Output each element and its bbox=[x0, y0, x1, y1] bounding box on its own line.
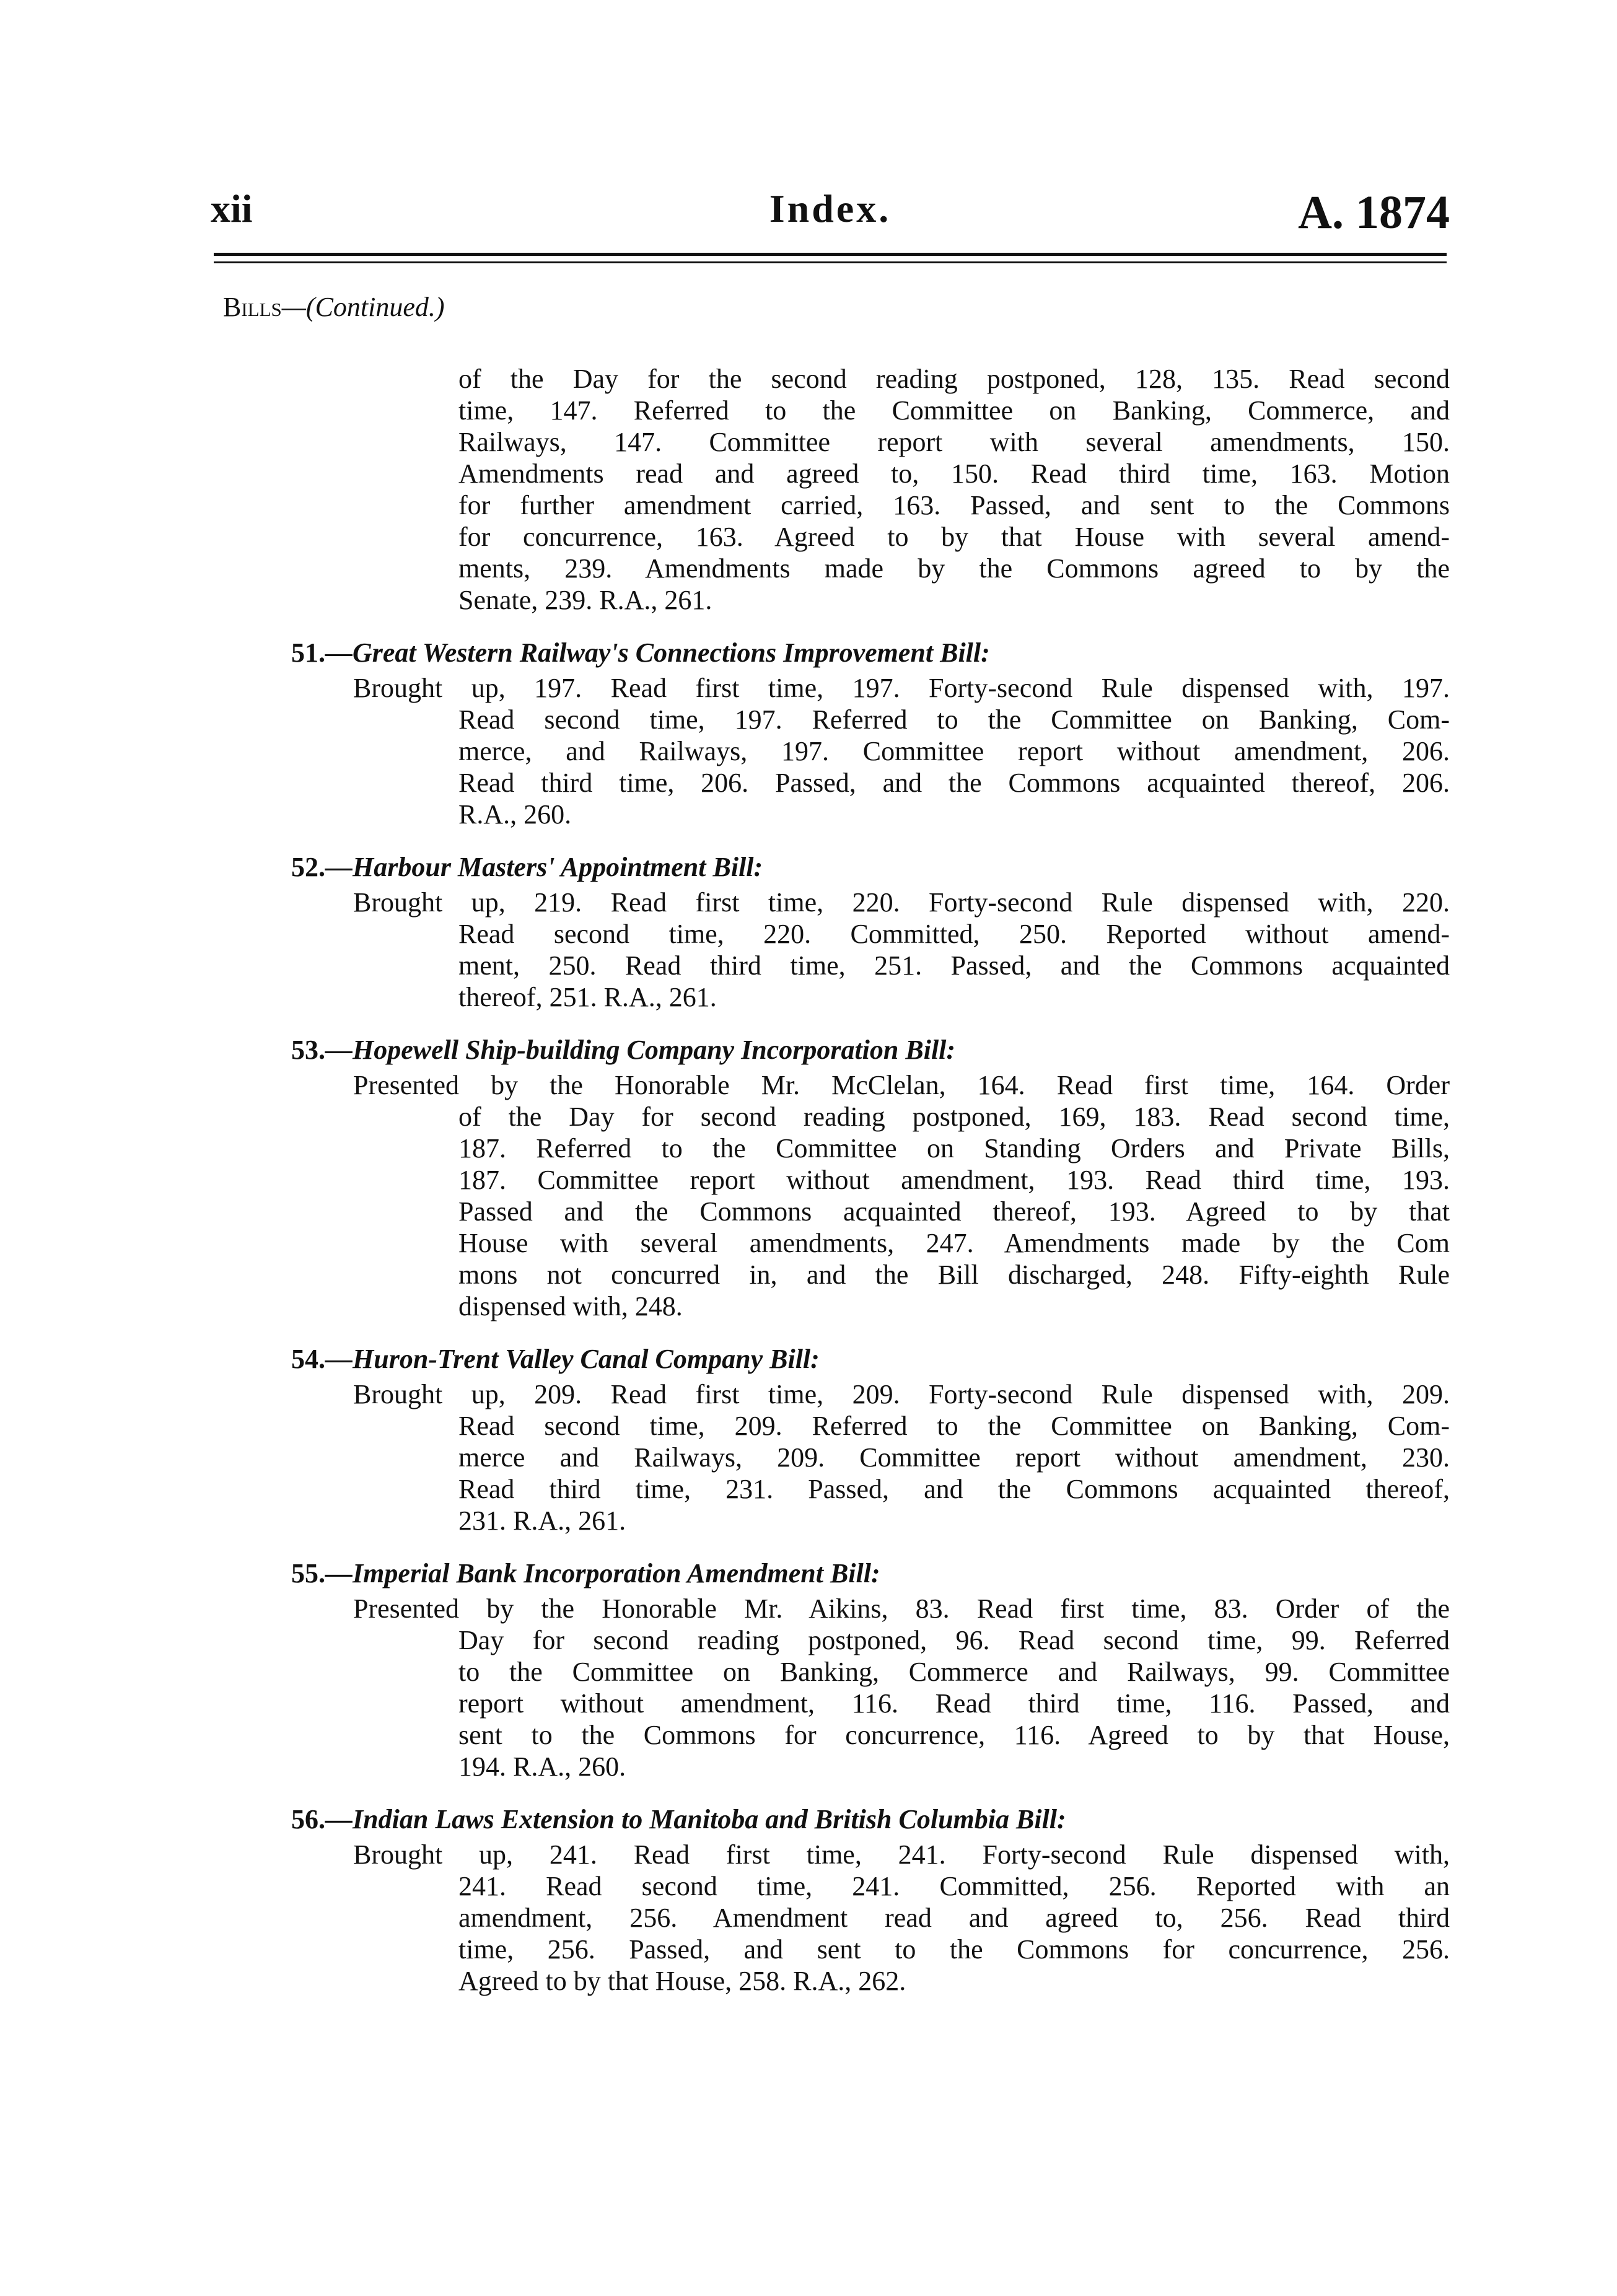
entry-line: R.A., 260. bbox=[458, 799, 572, 830]
continuation-line: Senate, 239. R.A., 261. bbox=[458, 585, 712, 615]
continuation-line: for further amendment carried, 163. Passed, and sent to the Commons bbox=[458, 490, 1450, 520]
entry-line: 231. R.A., 261. bbox=[458, 1505, 626, 1536]
entry-line: Passed and the Commons acquainted thereof, 193. Agreed to by that bbox=[458, 1196, 1450, 1227]
entry-number: 55. bbox=[291, 1558, 325, 1588]
entry-number: 56. bbox=[291, 1804, 325, 1834]
entry-line: 187. Referred to the Committee on Standing Orders and Private Bills, bbox=[458, 1133, 1450, 1163]
entry-number: 54. bbox=[291, 1344, 325, 1374]
page-number: xii bbox=[211, 186, 253, 230]
entry-line: 194. R.A., 260. bbox=[458, 1751, 626, 1782]
entry-bill-name: —Imperial Bank Incorporation Amendment Bill: bbox=[325, 1558, 880, 1588]
header-rule-top bbox=[214, 253, 1447, 256]
entry-line: thereof, 251. R.A., 261. bbox=[458, 982, 717, 1012]
continuation-line: Railways, 147. Committee report with several amendments, 150. bbox=[458, 427, 1450, 457]
header-rule-bottom bbox=[214, 261, 1447, 263]
section-continued: —(Continued.) bbox=[281, 292, 445, 322]
entry-bill-name: —Hopewell Ship-building Company Incorporation Bill: bbox=[325, 1035, 956, 1065]
entry-number: 51. bbox=[291, 638, 325, 668]
entry-title bbox=[291, 854, 763, 881]
page-year: A. 1874 bbox=[1298, 186, 1450, 239]
page-header bbox=[211, 186, 1450, 260]
entry-line: Brought up, 241. Read first time, 241. Forty-second Rule dispensed with, bbox=[353, 1839, 1450, 1870]
entry-line: 187. Committee report without amendment, 193. Read third time, 193. bbox=[458, 1165, 1450, 1195]
entry-line: Read third time, 206. Passed, and the Commons acquainted thereof, 206. bbox=[458, 768, 1450, 798]
entry-title bbox=[291, 1806, 1066, 1833]
entry-line: Read second time, 197. Referred to the Committee on Banking, Com- bbox=[458, 704, 1450, 735]
entry-line: of the Day for second reading postponed, 169, 183. Read second time, bbox=[458, 1102, 1450, 1132]
continuation-line: ments, 239. Amendments made by the Commons agreed to by the bbox=[458, 553, 1450, 584]
section-name: Bills bbox=[223, 292, 282, 322]
entry-line: to the Committee on Banking, Commerce and Railways, 99. Committee bbox=[458, 1657, 1450, 1687]
entry-title bbox=[291, 639, 990, 667]
entry-title bbox=[291, 1560, 880, 1587]
entry-title bbox=[291, 1346, 820, 1373]
entry-bill-name: —Great Western Railway's Connections Improvement Bill: bbox=[325, 638, 990, 668]
entry-line: dispensed with, 248. bbox=[458, 1291, 683, 1321]
entry-line: 241. Read second time, 241. Committed, 256. Reported with an bbox=[458, 1871, 1450, 1901]
entry-line: ment, 250. Read third time, 251. Passed, and the Commons acquainted bbox=[458, 950, 1450, 981]
entry-line: Brought up, 219. Read first time, 220. Forty-second Rule dispensed with, 220. bbox=[353, 887, 1450, 918]
continuation-line: for concurrence, 163. Agreed to by that House with several amend- bbox=[458, 522, 1450, 552]
entry-number: 52. bbox=[291, 852, 325, 882]
entry-line: Brought up, 197. Read first time, 197. Forty-second Rule dispensed with, 197. bbox=[353, 673, 1450, 703]
entry-bill-name: —Indian Laws Extension to Manitoba and British Columbia Bill: bbox=[325, 1804, 1066, 1834]
entry-bill-name: —Harbour Masters' Appointment Bill: bbox=[325, 852, 763, 882]
entry-line: Day for second reading postponed, 96. Read second time, 99. Referred bbox=[458, 1625, 1450, 1655]
entry-line: Read third time, 231. Passed, and the Commons acquainted thereof, bbox=[458, 1474, 1450, 1504]
entry-line: Agreed to by that House, 258. R.A., 262. bbox=[458, 1966, 906, 1996]
entry-line: Brought up, 209. Read first time, 209. Forty-second Rule dispensed with, 209. bbox=[353, 1379, 1450, 1409]
entry-line: time, 256. Passed, and sent to the Commons for concurrence, 256. bbox=[458, 1934, 1450, 1965]
entry-bill-name: —Huron-Trent Valley Canal Company Bill: bbox=[325, 1344, 820, 1374]
entry-line: House with several amendments, 247. Amendments made by the Com bbox=[458, 1228, 1450, 1258]
entry-line: merce, and Railways, 197. Committee report without amendment, 206. bbox=[458, 736, 1450, 766]
entry-line: mons not concurred in, and the Bill discharged, 248. Fifty-eighth Rule bbox=[458, 1260, 1450, 1290]
entry-line: merce and Railways, 209. Committee report without amendment, 230. bbox=[458, 1442, 1450, 1473]
entry-line: Presented by the Honorable Mr. Aikins, 83. Read first time, 83. Order of the bbox=[353, 1593, 1450, 1624]
continuation-line: Amendments read and agreed to, 150. Read third time, 163. Motion bbox=[458, 458, 1450, 489]
entry-line: report without amendment, 116. Read third time, 116. Passed, and bbox=[458, 1688, 1450, 1719]
entry-line: Presented by the Honorable Mr. McClelan, 164. Read first time, 164. Order bbox=[353, 1070, 1450, 1100]
entry-title bbox=[291, 1036, 955, 1064]
entry-line: Read second time, 220. Committed, 250. Reported without amend- bbox=[458, 919, 1450, 949]
entry-line: sent to the Commons for concurrence, 116. Agreed to by that House, bbox=[458, 1720, 1450, 1750]
page-title: Index. bbox=[769, 186, 892, 230]
entry-line: Read second time, 209. Referred to the Committee on Banking, Com- bbox=[458, 1411, 1450, 1441]
continuation-line: time, 147. Referred to the Committee on Banking, Commerce, and bbox=[458, 395, 1450, 426]
section-heading bbox=[223, 291, 445, 323]
entry-line: amendment, 256. Amendment read and agreed to, 256. Read third bbox=[458, 1903, 1450, 1933]
entry-number: 53. bbox=[291, 1035, 325, 1065]
continuation-line: of the Day for the second reading postponed, 128, 135. Read second bbox=[458, 364, 1450, 394]
